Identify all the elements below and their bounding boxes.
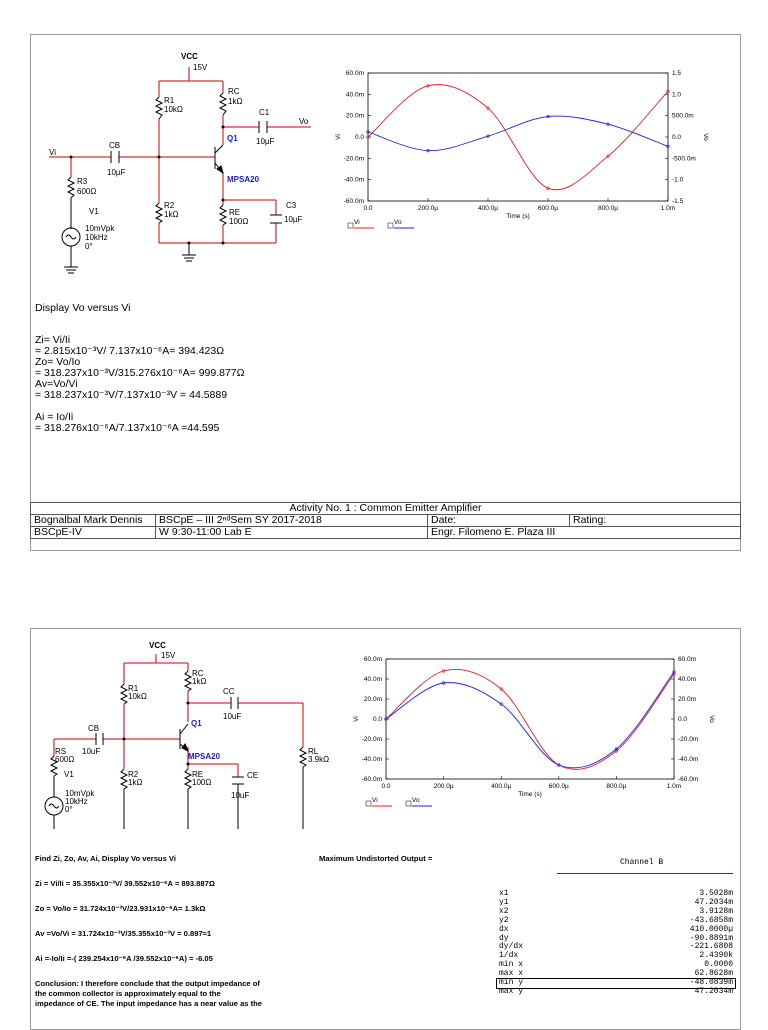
calc-line-6: = 318.237x10⁻³V/7.137x10⁻³V = 44.5889	[35, 389, 228, 401]
student-name: Bognalbal Mark Dennis	[31, 515, 156, 527]
vo-label: Vo	[299, 117, 309, 126]
y-tick-label: -40.0m	[343, 176, 364, 184]
series-line-vi	[368, 85, 668, 190]
date-label: Date:	[428, 515, 570, 527]
course-info: BSCpE – III 2ⁿᵈSem SY 2017-2018	[156, 515, 428, 527]
y2-tick-label: -20.0m	[678, 736, 699, 743]
v1-frequency: 10kHz	[85, 233, 108, 242]
y2-tick-label: 20.0m	[678, 696, 697, 703]
conclusion-line-2: the common collector is approximately equal to the	[35, 989, 221, 998]
y-tick-label: -20.0m	[361, 736, 382, 743]
re-value-2: 100Ω	[192, 778, 212, 787]
cb-value: 10µF	[107, 168, 126, 177]
r1-label-2: R1	[128, 684, 139, 693]
measurement-key: y2	[499, 915, 509, 925]
r3-label: R3	[77, 177, 88, 186]
rc-label-2: RC	[192, 669, 204, 678]
channel-header: Channel B	[620, 858, 664, 867]
y-tick-label: -60.0m	[343, 198, 364, 205]
measurement-value: 2.4390k	[699, 951, 733, 961]
measurement-value: 47.2034m	[694, 986, 733, 996]
calc-line-8: = 318.276x10⁻⁶A/7.137x10⁻⁶A =44.595	[35, 422, 220, 434]
y-tick-label: 20.0m	[345, 112, 364, 120]
y-axis-label: Vi	[335, 134, 342, 140]
series-line-vo	[386, 672, 674, 768]
rl-value-2: 3.9kΩ	[308, 755, 330, 764]
calc-line-7: Ai = Io/Ii	[35, 411, 74, 423]
series-line-vo	[368, 116, 668, 151]
y-tick-label: 40.0m	[363, 676, 382, 683]
sheet-2	[30, 628, 741, 1030]
x-tick-label: 1.0m	[660, 205, 676, 212]
x-tick-label: 800.0µ	[606, 783, 627, 790]
measurement-value: -48.0839m	[689, 978, 733, 987]
q1-part-2: MPSA20	[188, 752, 221, 761]
x-axis-label: Time (s)	[506, 213, 530, 220]
y2-tick-label: -1.5	[672, 198, 684, 205]
r2-value-2: 1kΩ	[128, 778, 143, 787]
y-tick-label: 0.0	[372, 716, 382, 723]
y-tick-label: 0.0	[354, 134, 364, 141]
zo-line: Zo = Vo/Io = 31.724x10⁻³V/23.931x10⁻⁶A= 1.3kΩ	[35, 904, 206, 913]
x-tick-label: 0.0	[381, 783, 391, 790]
r1-value: 10kΩ	[164, 105, 183, 114]
v1-label-2: V1	[64, 770, 74, 779]
legend-label: Vo	[412, 797, 420, 804]
re-value: 100Ω	[229, 217, 249, 226]
c3-label: C3	[286, 201, 297, 210]
y2-tick-label: 40.0m	[678, 676, 697, 683]
c1-value: 10µF	[256, 137, 275, 146]
v1-phase: 0°	[85, 242, 93, 251]
cb-label-2: CB	[88, 724, 100, 733]
measurement-key: x1	[499, 889, 509, 898]
v1-label: V1	[89, 207, 99, 216]
vcc-label-2: VCC	[149, 641, 166, 650]
x-tick-label: 600.0µ	[548, 783, 569, 790]
y-tick-label: 40.0m	[345, 91, 364, 99]
y2-tick-label: -60.0m	[678, 776, 699, 783]
y-tick-label: 60.0m	[345, 70, 364, 77]
cc-value-2: 10uF	[223, 712, 242, 721]
legend-checkbox	[348, 223, 353, 228]
measurement-value: 47.2034m	[694, 897, 733, 907]
x-tick-label: 400.0µ	[477, 205, 499, 212]
x-tick-label: 400.0µ	[491, 783, 512, 790]
q1-label-2: Q1	[191, 719, 202, 728]
measurement-value: 3.5028m	[699, 889, 733, 898]
measurement-key: dy/dx	[499, 942, 524, 952]
r2-label-2: R2	[128, 770, 139, 779]
plot-frame	[368, 73, 668, 201]
v1-amplitude: 10mVpk	[85, 224, 115, 233]
max-undistorted-label: Maximum Undistorted Output =	[319, 854, 433, 863]
legend-checkbox	[406, 801, 411, 806]
rating-label: Rating:	[570, 515, 741, 527]
measurement-key: max x	[499, 969, 524, 979]
measurement-key: min x	[499, 960, 524, 970]
conclusion-line-3: impedance of CE. The input impedance has a near value as the	[35, 999, 263, 1008]
vcc-label: VCC	[181, 52, 198, 61]
y2-axis-label: Vo	[702, 133, 709, 141]
y2-tick-label: -1.0	[672, 176, 684, 184]
activity-title: Activity No. 1 : Common Emitter Amplifier	[31, 503, 741, 515]
r3-value: 600Ω	[77, 187, 97, 196]
measurement-value: 62.8628m	[694, 969, 733, 979]
measurement-key: min y	[499, 978, 524, 987]
measurement-value: -43.6858m	[689, 915, 733, 925]
r2-label: R2	[164, 201, 175, 210]
cb-value-2: 10uF	[82, 747, 101, 756]
re-label: RE	[229, 208, 241, 217]
series-line-vi	[386, 669, 674, 769]
measurement-value: -221.6808	[689, 942, 733, 952]
y-tick-label: 20.0m	[363, 696, 382, 703]
title-block	[30, 502, 741, 539]
rc-value-2: 1kΩ	[192, 677, 207, 686]
v1-amplitude-2: 10mVpk	[65, 789, 95, 798]
y2-tick-label: -500.0m	[672, 155, 696, 163]
y2-axis-label: Vo	[708, 715, 715, 723]
calc-line-2: = 2.815x10⁻³V/ 7.137x10⁻⁶A= 394.423Ω	[35, 345, 225, 357]
measurement-key: 1/dx	[499, 951, 519, 961]
c3-value: 10µF	[284, 215, 303, 224]
calc-line-5: Av=Vo/Vi	[35, 378, 78, 390]
calc-line-4: = 318.237x10⁻³V/315.276x10⁻⁶A= 999.877Ω	[35, 367, 245, 379]
measurement-value: 0.0000	[704, 960, 733, 970]
measurement-key: dx	[499, 924, 509, 934]
legend-checkbox	[366, 801, 371, 806]
y-tick-label: -60.0m	[361, 776, 382, 783]
vi-label: Vi	[49, 148, 56, 157]
legend-label: Vi	[354, 219, 360, 226]
r1-value-2: 10kΩ	[128, 692, 147, 701]
ce-value-2: 10uF	[231, 791, 250, 800]
measurement-key: y1	[499, 897, 509, 907]
x-tick-label: 200.0µ	[417, 205, 439, 212]
channel-underline	[557, 873, 733, 874]
oscilloscope-chart-1	[331, 65, 711, 255]
av-line: Av =Vo/Vi = 31.724x10⁻³V/35.355x10⁻³V = 0.897≈1	[35, 929, 212, 938]
measurement-row	[497, 988, 735, 997]
x-tick-label: 600.0µ	[537, 205, 559, 212]
measurement-value: 410.0000µ	[689, 924, 733, 934]
q1-part: MPSA20	[227, 175, 260, 184]
y-tick-label: 60.0m	[363, 656, 382, 663]
schedule: W 9:30-11:00 Lab E	[156, 527, 428, 539]
y2-tick-label: 500.0m	[672, 112, 694, 120]
ai-line: Ai =-Io/Ii =-( 239.254x10⁻⁶A /39.552x10⁻⁶A) = -6.05	[35, 954, 213, 963]
y2-tick-label: 1.5	[672, 70, 682, 77]
plot-frame	[386, 659, 674, 779]
measurement-row	[497, 952, 735, 961]
y-axis-label: Vi	[353, 716, 360, 722]
rs-value-2: 600Ω	[55, 755, 75, 764]
section: BSCpE-IV	[31, 527, 156, 539]
instructor: Engr. Filomeno E. Plaza III	[428, 527, 741, 539]
x-tick-label: 800.0µ	[597, 205, 619, 212]
calc-line-1: Zi= Vi/Ii	[35, 334, 71, 346]
y2-tick-label: 0.0	[678, 716, 688, 723]
legend-checkbox	[388, 223, 393, 228]
r2-value: 1kΩ	[164, 210, 179, 219]
y2-tick-label: 60.0m	[678, 656, 697, 663]
calc-line-3: Zo= Vo/Io	[35, 356, 81, 368]
c1-label: C1	[259, 108, 270, 117]
vcc-value: 15V	[193, 63, 208, 72]
ce-label-2: CE	[247, 771, 259, 780]
x-tick-label: 200.0µ	[433, 783, 454, 790]
y-tick-label: -40.0m	[361, 756, 382, 763]
vcc-value-2: 15V	[161, 651, 176, 660]
legend-label: Vi	[372, 797, 378, 804]
zi-line: Zi = Vi/Ii = 35.355x10⁻³V/ 39.552x10⁻⁶A = 893.887Ω	[35, 879, 215, 888]
schematic-1	[31, 35, 331, 280]
measurement-key: max y	[499, 986, 524, 996]
rl-label-2: RL	[308, 747, 319, 756]
v1-phase-2: 0°	[65, 805, 73, 814]
display-heading: Display Vo versus Vi	[35, 302, 131, 314]
x-tick-label: 1.0m	[666, 783, 682, 790]
rc-label: RC	[228, 87, 240, 96]
rs-label-2: RS	[55, 747, 67, 756]
rc-value: 1kΩ	[228, 97, 243, 106]
y2-tick-label: -40.0m	[678, 756, 699, 763]
cc-label-2: CC	[223, 687, 235, 696]
x-axis-label: Time (s)	[518, 791, 542, 798]
legend-label: Vo	[394, 219, 402, 226]
q1-label: Q1	[227, 134, 238, 143]
y2-tick-label: 1.0	[672, 91, 682, 99]
cb-label: CB	[109, 141, 121, 150]
sheet-1	[30, 34, 741, 551]
measurement-key: x2	[499, 906, 509, 916]
find-line: Find Zi, Zo, Av, Ai, Display Vo versus Vi	[35, 854, 176, 863]
y-tick-label: -20.0m	[343, 155, 364, 163]
conclusion-line-1: Conclusion: I therefore conclude that the output impedance of	[35, 979, 260, 988]
measurement-value: -90.8891m	[689, 933, 733, 943]
measurement-key: dy	[499, 933, 509, 943]
re-label-2: RE	[192, 770, 204, 779]
v1-frequency-2: 10kHz	[65, 797, 88, 806]
measurement-value: 3.9128m	[699, 906, 733, 916]
x-tick-label: 0.0	[363, 205, 373, 212]
oscilloscope-chart-2	[331, 649, 715, 829]
r1-label: R1	[164, 96, 175, 105]
y2-tick-label: 0.0	[672, 134, 682, 141]
